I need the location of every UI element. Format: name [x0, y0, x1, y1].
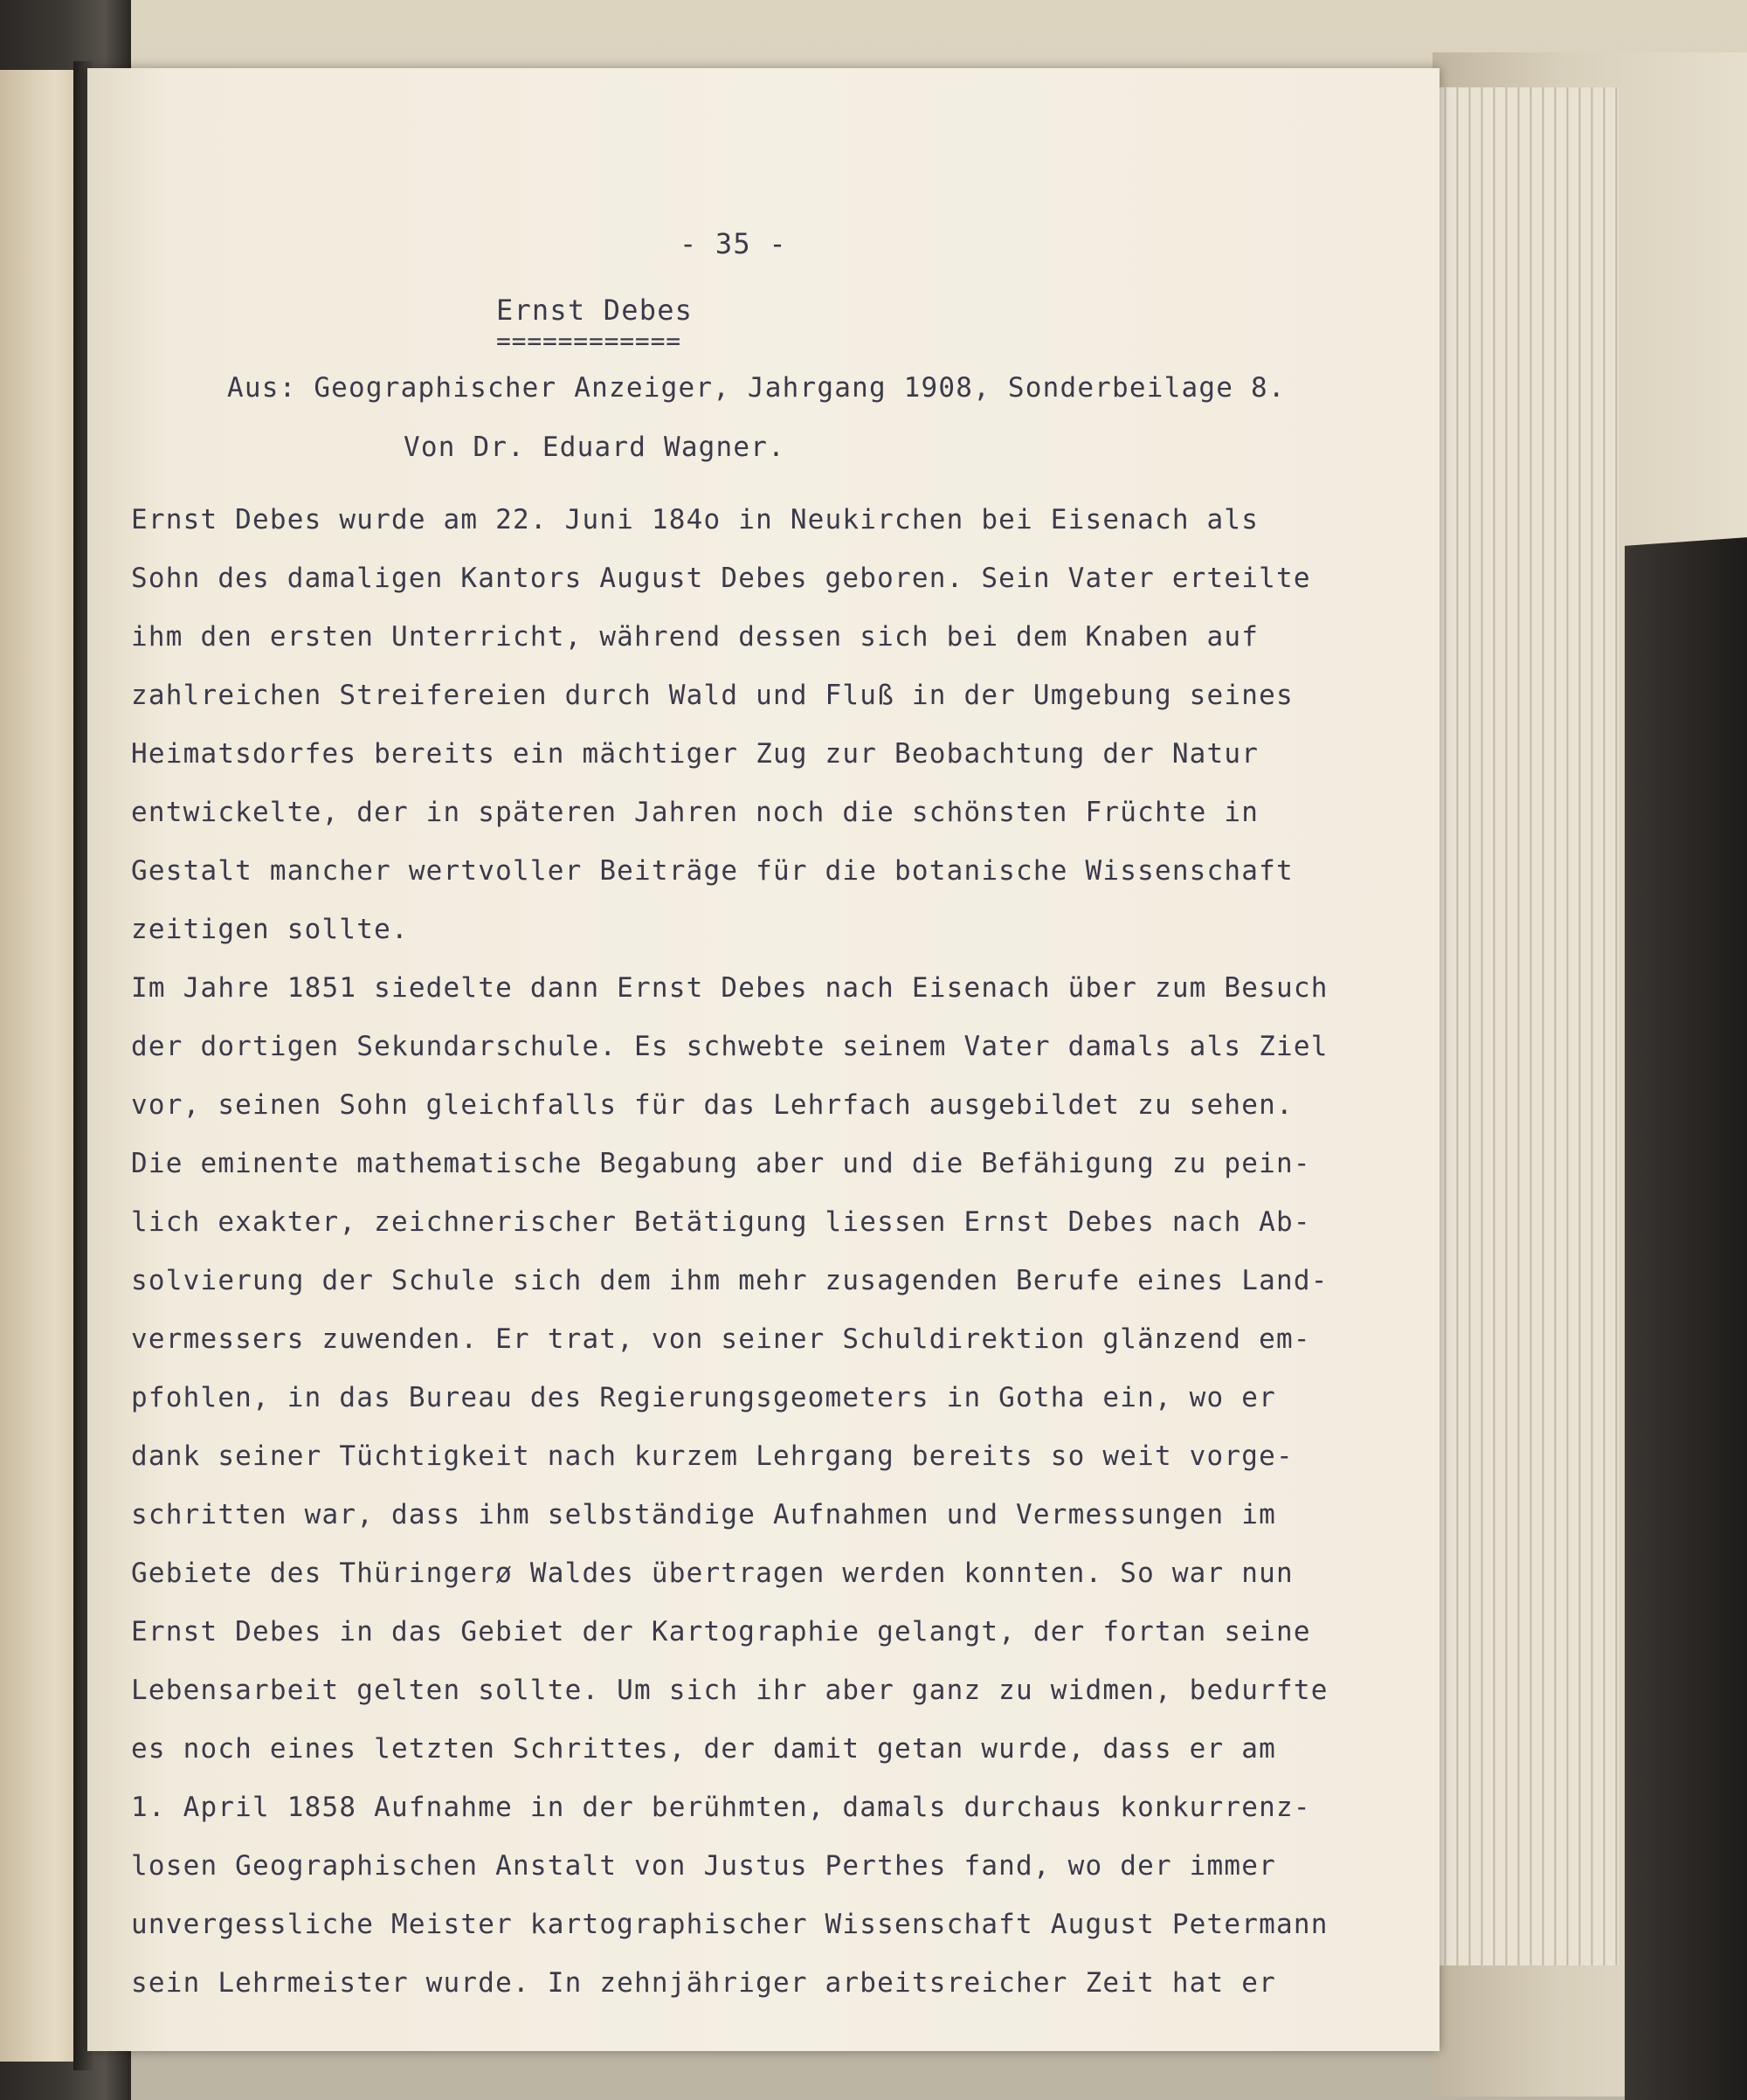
- text-line: Sohn des damaligen Kantors August Debes geboren. Sein Vater erteilte: [131, 563, 1311, 594]
- text-line: 1. April 1858 Aufnahme in der berühmten, damals durchaus konkurrenz-: [131, 1792, 1311, 1823]
- page-stack-edges: [1433, 87, 1619, 1965]
- text-line: Die eminente mathematische Begabung aber und die Befähigung zu pein-: [131, 1148, 1311, 1179]
- text-line: vor, seinen Sohn gleichfalls für das Lehrfach ausgebildet zu sehen.: [131, 1089, 1294, 1121]
- author-line: Von Dr. Eduard Wagner.: [404, 432, 785, 463]
- text-line: zahlreichen Streifereien durch Wald und Fluß in der Umgebung seines: [131, 680, 1294, 711]
- text-line: es noch eines letzten Schrittes, der damit getan wurde, dass er am: [131, 1733, 1276, 1765]
- text-line: der dortigen Sekundarschule. Es schwebte seinem Vater damals als Ziel: [131, 1031, 1329, 1062]
- text-line: ihm den ersten Unterricht, während dessen sich bei dem Knaben auf: [131, 621, 1260, 653]
- text-line: Im Jahre 1851 siedelte dann Ernst Debes nach Eisenach über zum Besuch: [131, 972, 1329, 1004]
- text-line: lich exakter, zeichnerischer Betätigung liessen Ernst Debes nach Ab-: [131, 1206, 1311, 1238]
- text-line: entwickelte, der in späteren Jahren noch die schönsten Früchte in: [131, 797, 1260, 828]
- typed-page: [87, 68, 1440, 2051]
- source-line: Aus: Geographischer Anzeiger, Jahrgang 1908, Sonderbeilage 8.: [227, 372, 1286, 404]
- body-text: [131, 491, 1424, 2013]
- title-underline: ============: [496, 327, 681, 356]
- text-line: unvergessliche Meister kartographischer Wissenschaft August Petermann: [131, 1909, 1329, 1940]
- text-line: zeitigen sollte.: [131, 914, 409, 945]
- page-number: - 35 -: [680, 227, 787, 260]
- text-line: Lebensarbeit gelten sollte. Um sich ihr aber ganz zu widmen, bedurfte: [131, 1675, 1329, 1706]
- text-line: schritten war, dass ihm selbständige Aufnahmen und Vermessungen im: [131, 1499, 1276, 1530]
- text-line: pfohlen, in das Bureau des Regierungsgeometers in Gotha ein, wo er: [131, 1382, 1276, 1413]
- text-line: losen Geographischen Anstalt von Justus Perthes fand, wo der immer: [131, 1850, 1276, 1882]
- text-line: dank seiner Tüchtigkeit nach kurzem Lehrgang bereits so weit vorge-: [131, 1440, 1294, 1472]
- text-line: Ernst Debes in das Gebiet der Kartographie gelangt, der fortan seine: [131, 1616, 1311, 1648]
- text-line: Gebiete des Thüringerø Waldes übertragen werden konnten. So war nun: [131, 1558, 1294, 1589]
- text-line: Gestalt mancher wertvoller Beiträge für die botanische Wissenschaft: [131, 855, 1294, 887]
- text-line: vermessers zuwenden. Er trat, von seiner Schuldirektion glänzend em-: [131, 1323, 1311, 1355]
- page-title: Ernst Debes: [496, 294, 694, 327]
- text-line: Ernst Debes wurde am 22. Juni 184o in Neukirchen bei Eisenach als: [131, 504, 1260, 535]
- left-page-edge: [0, 70, 80, 2062]
- binding-strip: [1625, 537, 1747, 2100]
- text-line: sein Lehrmeister wurde. In zehnjähriger arbeitsreicher Zeit hat er: [131, 1967, 1276, 1999]
- text-line: Heimatsdorfes bereits ein mächtiger Zug zur Beobachtung der Natur: [131, 738, 1260, 770]
- text-line: solvierung der Schule sich dem ihm mehr zusagenden Berufe eines Land-: [131, 1265, 1329, 1296]
